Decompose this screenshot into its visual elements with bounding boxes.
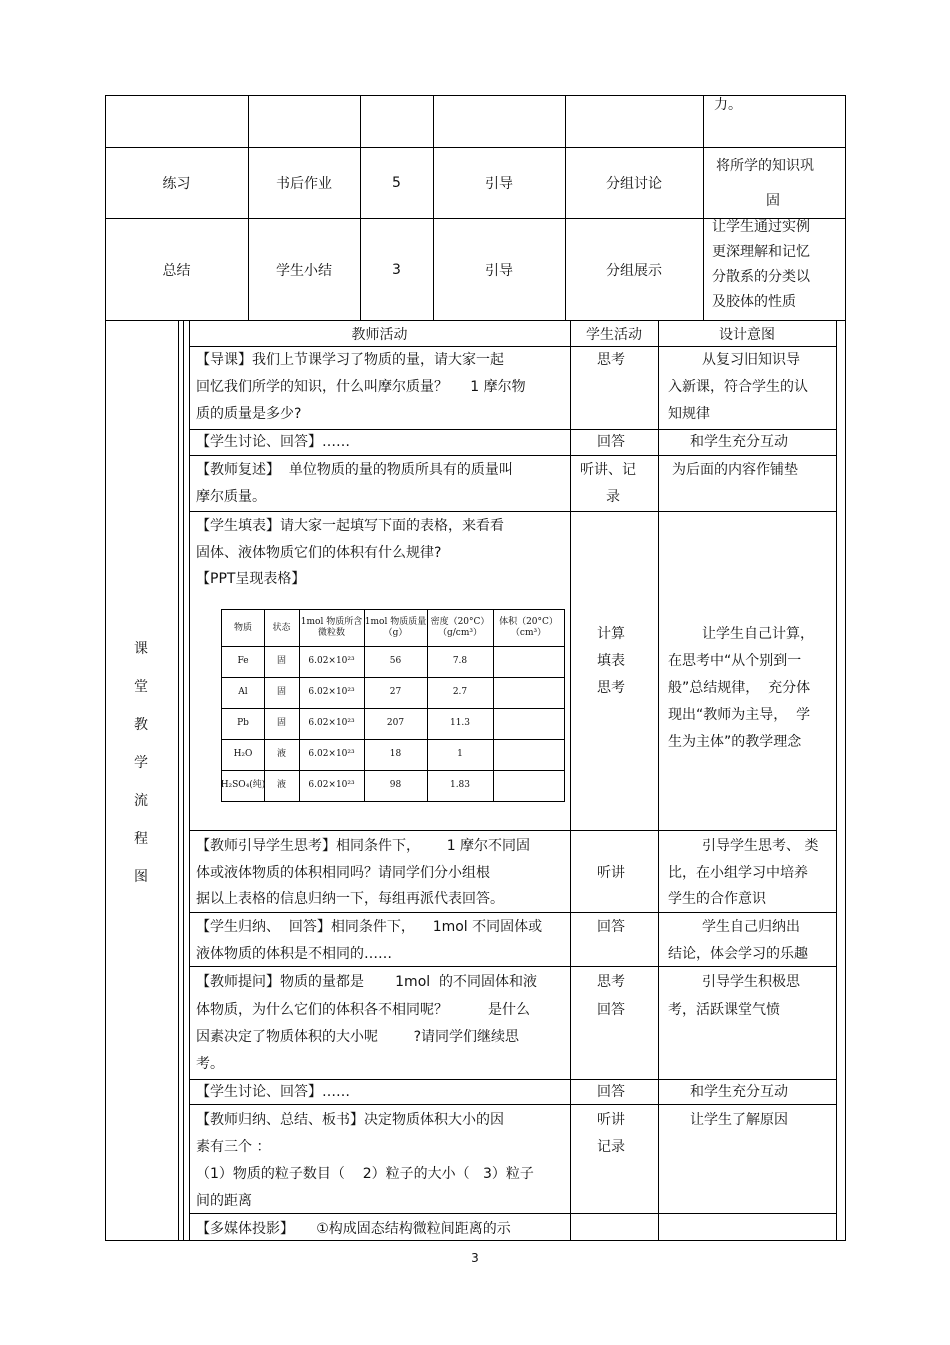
table-cell: 18 xyxy=(389,749,402,759)
teacher-text: 【多媒体投影】 ①构成固态结构微粒间距离的示 xyxy=(196,1221,511,1237)
intent-text: 在思考中“从个别到一 xyxy=(668,653,802,669)
intent-text: 让学生了解原因 xyxy=(690,1112,788,1128)
section-label-char: 图 xyxy=(134,869,148,885)
intent-text: 让学生自己计算， xyxy=(702,626,814,642)
intent-text: 般”总结规律， 充分体 xyxy=(668,680,811,696)
activity-cell: 分组讨论 xyxy=(606,175,662,192)
student-text: 听讲 xyxy=(597,1112,625,1128)
table-cell xyxy=(493,739,564,770)
student-text: 思考 xyxy=(597,352,625,368)
intent-text: 比，在小组学习中培养 xyxy=(668,865,808,881)
teacher-text: 素有三个 ： xyxy=(196,1139,271,1155)
section-label-char: 程 xyxy=(134,831,148,847)
table-cell: H₂SO₄(纯) xyxy=(220,780,266,790)
intent-text: 知规律 xyxy=(668,406,710,422)
teacher-text: 质的质量是多少? xyxy=(196,406,302,422)
table-cell xyxy=(493,677,564,708)
student-text: 录 xyxy=(606,489,620,505)
table-header: 状态 xyxy=(272,622,291,633)
table-cell: 液 xyxy=(276,749,286,759)
teacher-text: （1）物质的粒子数目（ 2）粒子的大小（ 3）粒子 xyxy=(196,1166,534,1182)
minutes-cell: 5 xyxy=(392,174,401,191)
table-cell: 2.7 xyxy=(452,687,468,697)
flow-row-divider xyxy=(189,1213,836,1214)
intent-text: 从复习旧知识导 xyxy=(702,352,800,368)
student-text: 回答 xyxy=(597,434,625,450)
table-cell xyxy=(493,708,564,739)
header-student-activity: 学生活动 xyxy=(586,326,642,343)
table-header: 物质 xyxy=(233,622,252,633)
teacher-text: 【教师归纳、总结、板书】决定物质体积大小的因 xyxy=(196,1112,504,1128)
table-cell: 7.8 xyxy=(452,656,468,666)
teacher-text: 固体、液体物质它们的体积有什么规律? xyxy=(196,545,442,561)
student-text: 听讲 xyxy=(597,865,625,881)
teacher-text: 间的距离 xyxy=(196,1193,252,1209)
intent-text: 考，活跃课堂气愤 xyxy=(668,1002,780,1018)
teacher-text: 【学生归纳、 回答】相同条件下， 1mol 不同固体或 xyxy=(196,919,543,935)
outer-left-border xyxy=(105,321,106,1241)
intent-text: 生为主体”的教学理念 xyxy=(668,734,802,750)
table-cell: 27 xyxy=(389,687,402,697)
table-cell: Al xyxy=(238,687,248,697)
teacher-text: 【教师提问】物质的量都是 1mol 的不同固体和液 xyxy=(196,974,538,990)
table-cell: 6.02×10²³ xyxy=(308,780,355,790)
intent-text: 引导学生积极思 xyxy=(702,974,800,990)
student-text: 回答 xyxy=(597,1084,625,1100)
teacher-text: 【学生讨论、回答】…… xyxy=(196,1084,350,1100)
intent-text: 和学生充分互动 xyxy=(690,434,788,450)
content-cell: 学生小结 xyxy=(276,262,332,279)
goal-line: 及胶体的性质 xyxy=(712,294,796,310)
method-cell: 引导 xyxy=(485,175,513,192)
stage-cell: 总结 xyxy=(162,262,191,279)
table-cell: 98 xyxy=(389,780,402,790)
table-cell xyxy=(493,770,564,801)
table-cell: H₂O xyxy=(233,749,253,759)
intent-text: 引导学生思考、 类 xyxy=(702,838,819,854)
label-divider xyxy=(183,321,184,1241)
student-text: 记录 xyxy=(597,1139,625,1155)
intent-text: 和学生充分互动 xyxy=(690,1084,788,1100)
teacher-text: 【教师复述】 单位物质的量的物质所具有的质量叫 xyxy=(196,462,513,478)
stage-cell: 练习 xyxy=(162,175,191,192)
table-cell: 1.83 xyxy=(449,780,471,790)
table-cell: 液 xyxy=(276,780,286,790)
goal-line: 将所学的知识巩 xyxy=(716,158,814,174)
minutes-cell: 3 xyxy=(392,261,401,278)
teacher-text: 【导课】我们上节课学习了物质的量，请大家一起 xyxy=(196,352,504,368)
table-header: 体积（20°C）（cm³） xyxy=(499,617,558,638)
table-cell: Fe xyxy=(237,656,249,666)
intent-text: 结论，体会学习的乐趣 xyxy=(668,946,808,962)
intent-text: 学生自己归纳出 xyxy=(702,919,800,935)
section-label-char: 流 xyxy=(134,793,148,809)
section-label-char: 教 xyxy=(134,717,148,733)
intent-text: 为后面的内容作铺垫 xyxy=(672,462,798,478)
goal-line: 更深理解和记忆 xyxy=(712,244,810,260)
teacher-text: 【学生讨论、回答】…… xyxy=(196,434,350,450)
intent-text: 入新课，符合学生的认 xyxy=(668,379,808,395)
table-cell: 固 xyxy=(276,687,286,697)
section-label-char: 课 xyxy=(134,641,148,657)
table-cell: 11.3 xyxy=(449,718,471,728)
intent-text: 现出“教师为主导， 学 xyxy=(668,707,811,723)
page-number: 3 xyxy=(471,1251,479,1265)
table-cell: 固 xyxy=(276,656,286,666)
section-label-char: 堂 xyxy=(134,679,148,695)
teacher-text: 【PPT呈现表格】 xyxy=(196,571,306,587)
flow-col-divider xyxy=(658,321,659,1241)
flow-row-divider xyxy=(189,830,836,831)
teacher-text: 因素决定了物质体积的大小呢 ?请同学们继续思 xyxy=(196,1029,520,1045)
table-cell: 207 xyxy=(386,718,405,728)
teacher-text: 摩尔质量。 xyxy=(196,489,266,505)
table-cell: 6.02×10²³ xyxy=(308,687,355,697)
table-cell: Pb xyxy=(237,718,249,728)
table-header: 1mol 物质质量（g） xyxy=(364,617,427,638)
table-header: 1mol 物质所含微粒数 xyxy=(300,617,363,638)
content-cell: 书后作业 xyxy=(276,175,332,192)
table-header: 密度（20°C）（g/cm³） xyxy=(430,617,490,638)
flow-right-border xyxy=(836,321,837,1241)
section-label-char: 学 xyxy=(134,755,148,771)
table-cell: 1 xyxy=(457,749,463,759)
student-text: 听讲、记 xyxy=(580,462,636,478)
teacher-text: 【教师引导学生思考】相同条件下， 1 摩尔不同固 xyxy=(196,838,531,854)
header-teacher-activity: 教师活动 xyxy=(351,326,408,343)
teacher-text: 【学生填表】请大家一起填写下面的表格，来看看 xyxy=(196,518,504,534)
flow-left-border xyxy=(189,321,190,1241)
teacher-text: 考。 xyxy=(196,1056,224,1072)
student-text: 思考 xyxy=(597,974,625,990)
goal-line: 分散系的分类以 xyxy=(712,269,810,285)
row1-note: 力。 xyxy=(714,97,742,113)
teacher-text: 回忆我们所学的知识，什么叫摩尔质量？ 1 摩尔物 xyxy=(196,379,526,395)
intent-text: 学生的合作意识 xyxy=(668,891,766,907)
outer-right-border xyxy=(845,321,846,1241)
molar-volume-table xyxy=(221,609,565,802)
teacher-text: 液体物质的体积是不相同的…… xyxy=(196,946,392,962)
method-cell: 引导 xyxy=(485,262,513,279)
header-design-intent: 设计意图 xyxy=(719,326,775,343)
table-cell: 6.02×10²³ xyxy=(308,718,355,728)
student-text: 计算 xyxy=(597,626,625,642)
student-text: 回答 xyxy=(597,1002,625,1018)
student-text: 填表 xyxy=(597,653,625,669)
table-cell: 56 xyxy=(389,656,402,666)
teacher-text: 体或液体物质的体积相同吗？请同学们分小组根 xyxy=(196,865,490,881)
activity-cell: 分组展示 xyxy=(606,262,662,279)
teacher-text: 体物质，为什么它们的体积各不相同呢？ 是什么 xyxy=(196,1002,531,1018)
flow-row-divider xyxy=(189,511,836,512)
table-cell: 固 xyxy=(276,718,286,728)
goal-line: 固 xyxy=(766,193,780,209)
col-divider xyxy=(703,95,704,321)
table-cell xyxy=(493,646,564,677)
student-text: 回答 xyxy=(597,919,625,935)
table-cell: 6.02×10²³ xyxy=(308,656,355,666)
teacher-text: 据以上表格的信息归纳一下，每组再派代表回答。 xyxy=(196,891,504,907)
goal-line: 让学生通过实例 xyxy=(712,219,810,235)
student-text: 思考 xyxy=(597,680,625,696)
label-divider xyxy=(178,321,179,1241)
table-cell: 6.02×10²³ xyxy=(308,749,355,759)
flow-col-divider xyxy=(570,321,571,1241)
